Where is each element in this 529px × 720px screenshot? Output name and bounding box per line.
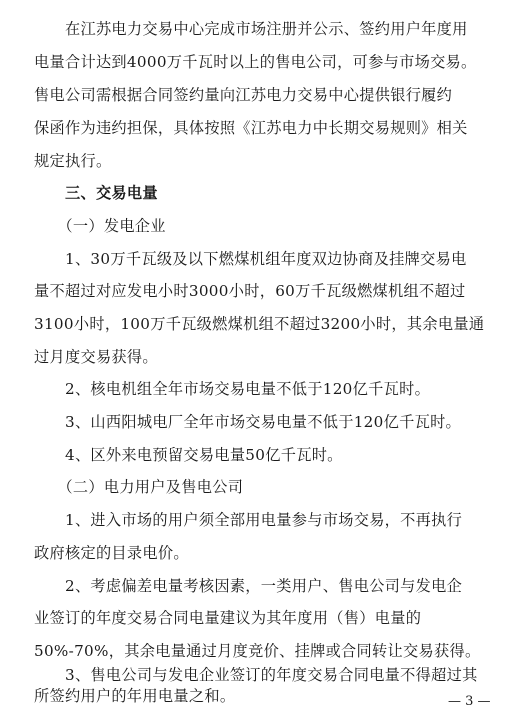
text-line: 业签订的年度交易合同电量建议为其年度用（售）电量的 [34,609,422,627]
text-line: 2、考虑偏差电量考核因素，一类用户、售电公司与发电企 [34,577,463,595]
text-line: 售电公司需根据合同签约量向江苏电力交易中心提供银行履约 [34,86,453,104]
text-line: 4、区外来电预留交易电量50亿千瓦时。 [34,446,343,464]
text-line: 2、核电机组全年市场交易电量不低于120亿千瓦时。 [34,380,431,398]
text-line: 政府核定的目录电价。 [34,544,189,562]
text-line: 所签约用户的年用电量之和。 [34,687,236,705]
text-line: 3、售电公司与发电企业签订的年度交易合同电量不得超过其 [34,666,478,684]
page-number: — 3 — [448,694,491,709]
text-line: 电量合计达到4000万千瓦时以上的售电公司，可参与市场交易。 [34,53,477,71]
text-line: 1、30万千瓦级及以下燃煤机组年度双边协商及挂牌交易电 [34,250,467,268]
text-line: 量不超过对应发电小时3000小时，60万千瓦级燃煤机组不超过 [34,282,466,300]
text-line: 保函作为违约担保，具体按照《江苏电力中长期交易规则》相关 [34,119,468,137]
text-line: 3、山西阳城电厂全年市场交易电量不低于120亿千瓦时。 [34,413,462,431]
section-heading: 三、交易电量 [34,184,158,202]
text-line: 在江苏电力交易中心完成市场注册并公示、签约用户年度用 [34,20,468,38]
subsection-heading: （二）电力用户及售电公司 [34,478,244,496]
text-line: 1、进入市场的用户须全部用电量参与市场交易，不再执行 [34,511,463,529]
text-line: 规定执行。 [34,152,112,170]
text-line: 3100小时，100万千瓦级燃煤机组不超过3200小时，其余电量通 [34,315,485,333]
subsection-heading: （一）发电企业 [34,217,166,235]
text-line: 过月度交易获得。 [34,348,158,366]
text-line: 50%-70%，其余电量通过月度竞价、挂牌或合同转让交易获得。 [34,642,481,660]
